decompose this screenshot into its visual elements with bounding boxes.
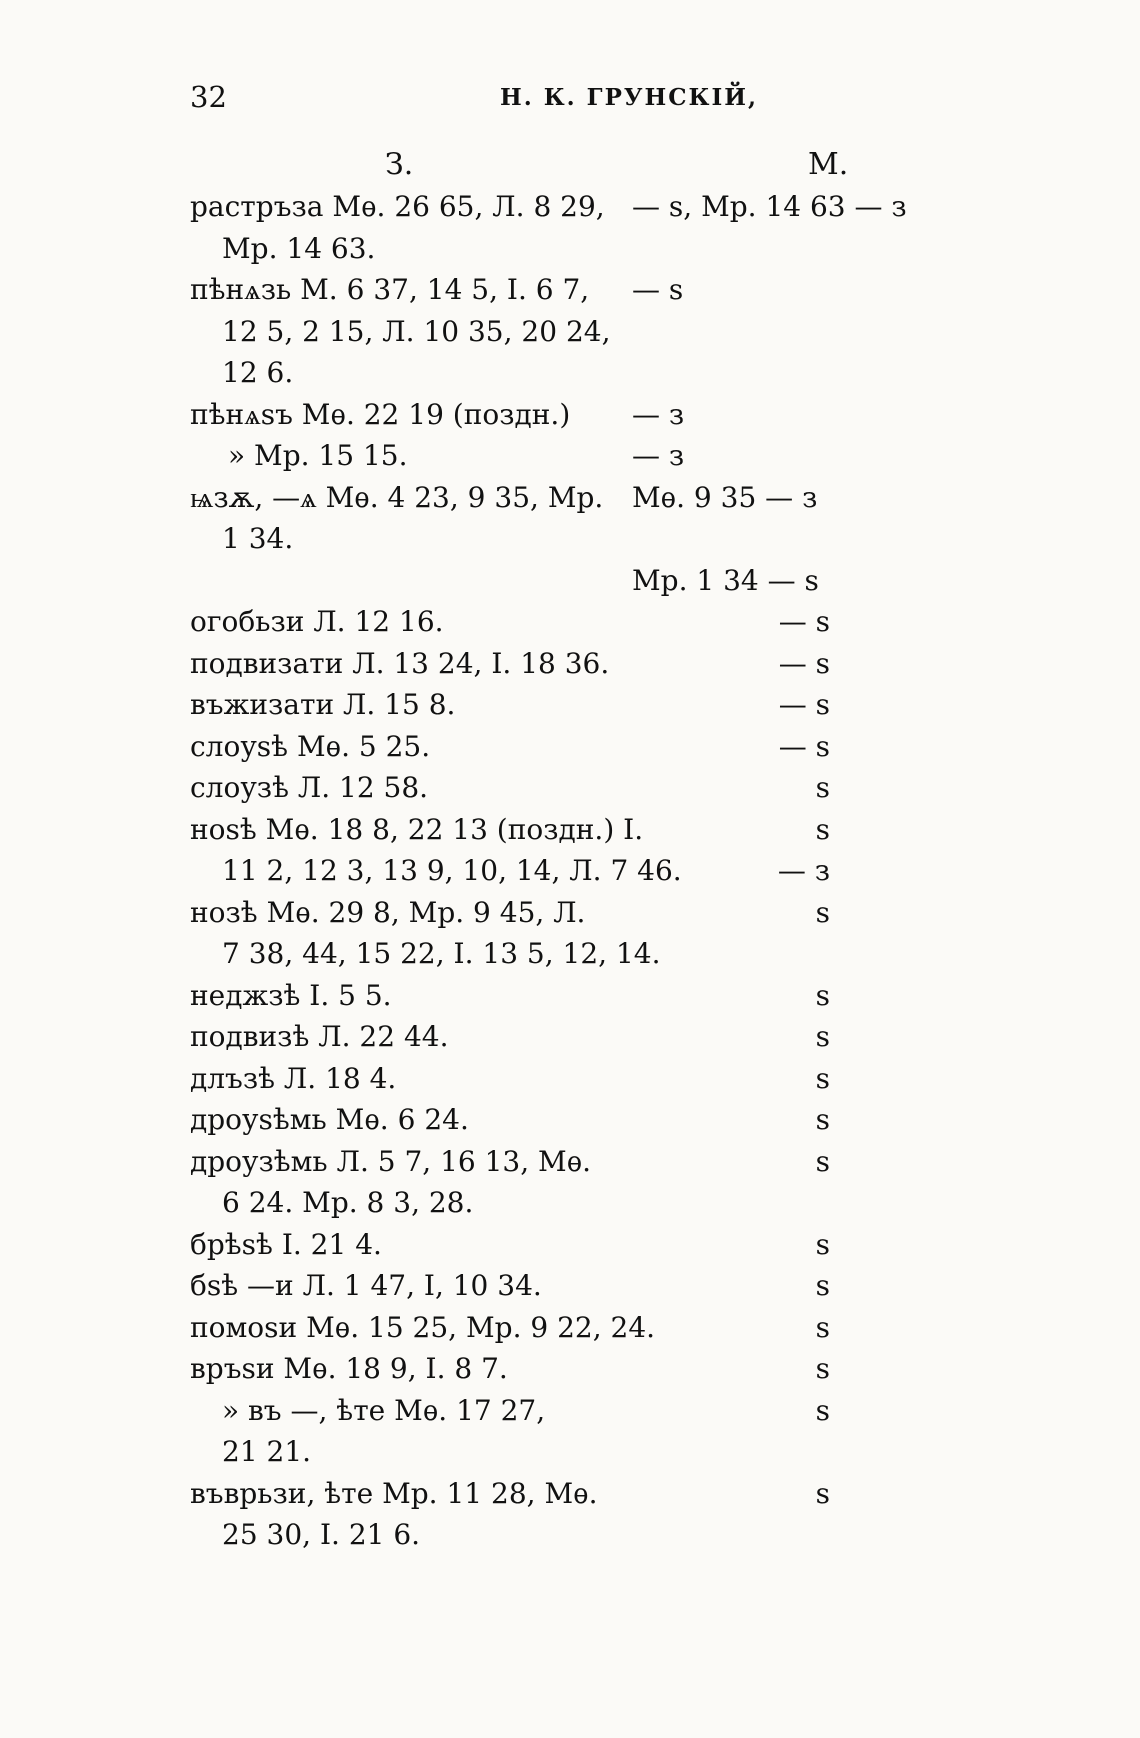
entry-line [0, 1186, 1140, 1226]
entry-m-text: — ѕ [778, 646, 830, 680]
entry-m-text: — з [777, 854, 830, 887]
entry-z-text: пѣнѧзь М. 6 37, 14 5, І. 6 7, [190, 273, 590, 306]
entry-z-text: бѕѣ —и Л. 1 47, І, 10 34. [190, 1269, 542, 1302]
entry-line [0, 1269, 1140, 1309]
entry-line [0, 688, 1140, 728]
entry-z-text: длъзѣ Л. 18 4. [190, 1061, 397, 1095]
entry-line [0, 1020, 1140, 1060]
entry-z-text: 12 5, 2 15, Л. 10 35, 20 24, [222, 314, 611, 348]
entry-m-text: Мр. 1 34 — ѕ [632, 563, 819, 597]
entry-z-text: огобьзи Л. 12 16. [190, 605, 444, 638]
entry-z-text: 11 2, 12 3, 13 9, 10, 14, Л. 7 46. [222, 854, 682, 887]
entry-z-text: слоузѣ Л. 12 58. [190, 771, 429, 804]
entry-m-text: ѕ [815, 1103, 830, 1136]
entry-m-text: Мѳ. 9 35 — з [632, 480, 818, 514]
entry-z-text: 12 6. [222, 356, 294, 389]
entry-line [0, 232, 1140, 272]
running-title: Н. К. ГРУНСКІЙ, [500, 84, 758, 111]
column-heading-z: З. [385, 147, 414, 182]
entry-m-text: ѕ [815, 978, 830, 1012]
entry-z-text: въврьзи, ѣте Мр. 11 28, Мѳ. [190, 1476, 598, 1510]
entry-z-text: подвизѣ Л. 22 44. [190, 1020, 449, 1053]
entry-z-text: растръза Мѳ. 26 65, Л. 8 29, [190, 190, 605, 223]
entry-m-text: — ѕ [778, 605, 830, 638]
entry-line [0, 1103, 1140, 1143]
entry-line [0, 937, 1140, 977]
entry-z-text: ѩзѫ, —ѧ Мѳ. 4 23, 9 35, Мр. [190, 480, 604, 514]
entry-z-text: 6 24. Мр. 8 3, 28. [222, 1186, 474, 1219]
entry-m-text: — ѕ [778, 729, 830, 763]
entry-z-text: 7 38, 44, 15 22, І. 13 5, 12, 14. [222, 937, 661, 970]
entry-line [0, 1062, 1140, 1102]
entry-line [0, 896, 1140, 936]
entry-line [0, 1311, 1140, 1351]
entry-z-text: 25 30, І. 21 6. [222, 1518, 421, 1551]
entry-z-text: 21 21. [222, 1435, 312, 1468]
entry-m-text: — ѕ [632, 273, 684, 306]
entry-m-text: ѕ [815, 1144, 830, 1178]
entry-line [0, 315, 1140, 355]
entry-m-text: ѕ [815, 1352, 830, 1385]
entry-line [0, 1477, 1140, 1517]
entry-m-text: ѕ [815, 812, 830, 846]
entry-line [0, 273, 1140, 313]
entry-m-text: — з [632, 397, 685, 431]
entry-line [0, 1394, 1140, 1434]
entry-m-text: — ѕ [778, 688, 830, 721]
column-heading-m: М. [808, 147, 849, 182]
entry-m-text: ѕ [815, 1269, 830, 1302]
entry-m-text: ѕ [815, 1061, 830, 1095]
entry-z-text: дроуѕѣмь Мѳ. 6 24. [190, 1103, 469, 1136]
entry-line [0, 564, 1140, 604]
entry-m-text: ѕ [815, 1227, 830, 1261]
entry-z-text: нозѣ Мѳ. 29 8, Мр. 9 45, Л. [190, 895, 586, 929]
entry-line [0, 854, 1140, 894]
entry-line [0, 730, 1140, 770]
entry-line [0, 1228, 1140, 1268]
entry-z-text: неджзѣ І. 5 5. [190, 978, 392, 1012]
entry-z-text: помоѕи Мѳ. 15 25, Мр. 9 22, 24. [190, 1310, 656, 1344]
entry-z-text: » въ —, ѣте Мѳ. 17 27, [222, 1393, 546, 1427]
entry-line [0, 647, 1140, 687]
entry-line [0, 1352, 1140, 1392]
entry-line [0, 1518, 1140, 1558]
entry-line [0, 1145, 1140, 1185]
entry-m-text: ѕ [815, 1476, 830, 1510]
entry-z-text: подвизати Л. 13 24, І. 18 36. [190, 646, 610, 680]
entry-z-text: слоуѕѣ Мѳ. 5 25. [190, 729, 431, 763]
entry-line [0, 439, 1140, 479]
entry-line [0, 979, 1140, 1019]
entry-line [0, 1435, 1140, 1475]
entry-line [0, 522, 1140, 562]
entry-z-text: Мр. 14 63. [222, 231, 376, 265]
entry-z-text: връѕи Мѳ. 18 9, І. 8 7. [190, 1352, 508, 1385]
page-number: 32 [190, 80, 227, 114]
entry-z-text: въжизати Л. 15 8. [190, 688, 456, 721]
entry-line [0, 481, 1140, 521]
entry-line [0, 771, 1140, 811]
entry-z-text: брѣѕѣ І. 21 4. [190, 1227, 382, 1261]
entry-m-text: ѕ [815, 1310, 830, 1344]
entry-z-text: » Мр. 15 15. [228, 439, 408, 472]
entry-line [0, 605, 1140, 645]
entry-z-text: 1 34. [222, 522, 294, 555]
entry-z-text: пѣнѧѕъ Мѳ. 22 19 (поздн.) [190, 397, 571, 431]
entry-line [0, 190, 1140, 230]
entry-m-text: ѕ [815, 771, 830, 804]
entry-m-text: ѕ [815, 1393, 830, 1427]
entry-m-text: — ѕ, Мр. 14 63 — з [632, 190, 907, 223]
entry-line [0, 356, 1140, 396]
entry-m-text: ѕ [815, 1020, 830, 1053]
entry-m-text: ѕ [815, 895, 830, 929]
entry-z-text: ноѕѣ Мѳ. 18 8, 22 13 (поздн.) І. [190, 812, 644, 846]
entry-z-text: дроузѣмь Л. 5 7, 16 13, Мѳ. [190, 1144, 592, 1178]
entry-line [0, 813, 1140, 853]
entry-line [0, 398, 1140, 438]
entry-m-text: — з [632, 439, 685, 472]
